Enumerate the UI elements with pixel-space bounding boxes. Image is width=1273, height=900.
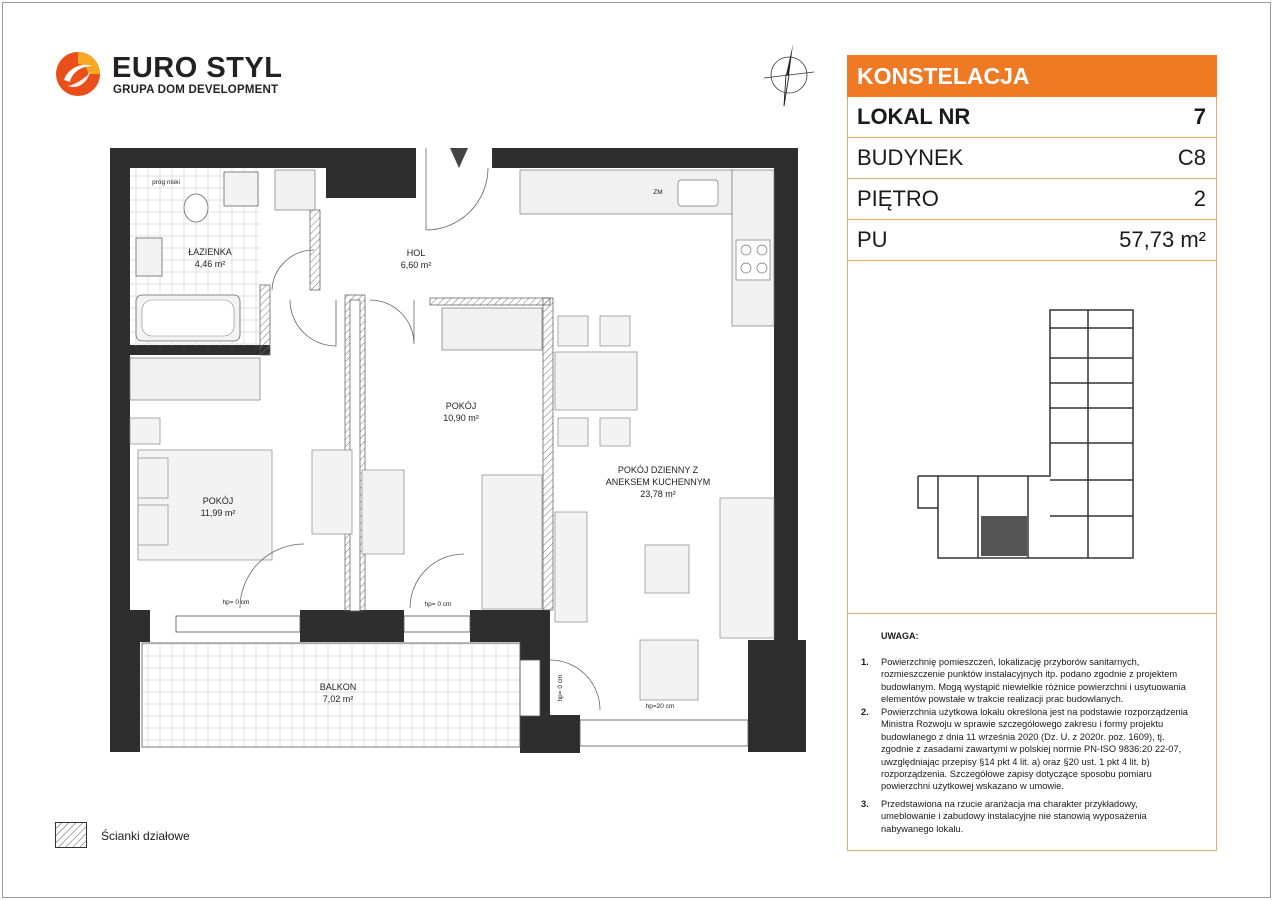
legend-hatch-swatch bbox=[55, 822, 87, 848]
floor-plan bbox=[100, 140, 820, 770]
room-name-balkon: BALKON bbox=[319, 682, 357, 692]
room-name-pokoj-1: POKÓJ bbox=[202, 496, 234, 506]
room-name-pokoj-2: POKÓJ bbox=[445, 401, 477, 411]
room-area-living: 23,78 m² bbox=[640, 489, 676, 499]
hp-label-2: hp= 0 cm bbox=[424, 601, 452, 608]
note-number: 1. bbox=[861, 657, 869, 667]
entrance-arrow-icon bbox=[450, 148, 468, 168]
room-name-living: POKÓJ DZIENNY Z bbox=[617, 465, 699, 475]
info-label: LOKAL NR bbox=[857, 104, 971, 129]
key-plan-box bbox=[847, 258, 1217, 614]
room-area-pokoj-1: 11,99 m² bbox=[200, 508, 236, 518]
brand-tagline: GRUPA DOM DEVELOPMENT bbox=[113, 84, 279, 96]
info-row-budynek bbox=[847, 138, 1217, 179]
notes-box bbox=[847, 614, 1217, 851]
note-text: Przedstawiona na rzucie aranżacja ma charakter przykładowy, umeblowanie i zabudowy instalacyjne nie stanowią wyposażenia nabywanego lokalu. bbox=[881, 799, 1147, 834]
room-area-pokoj-2: 10,90 m² bbox=[443, 413, 479, 423]
key-plan bbox=[848, 258, 1216, 613]
info-value: C8 bbox=[1177, 145, 1206, 170]
room-area-balkon: 7,02 m² bbox=[322, 694, 354, 704]
info-value: 2 bbox=[1193, 186, 1206, 211]
note-number: 2. bbox=[861, 707, 869, 717]
kitchen-counter bbox=[520, 170, 774, 326]
key-plan-highlight bbox=[981, 516, 1027, 556]
north-arrow-icon bbox=[756, 42, 822, 108]
room-name-hol: HOL bbox=[406, 248, 426, 258]
info-label: PU bbox=[857, 227, 888, 252]
info-label: PIĘTRO bbox=[857, 186, 939, 211]
hp-label-3: hp= 0 cm bbox=[557, 674, 564, 702]
note-text: Powierzchnię pomieszczeń, lokalizację przyborów sanitarnych, rozmieszczenie punktów instalacyjnych itp. podano zgodnie z projektem budowlanym. Mogą wystąpić niewielkie różnice powierzchni i usytuowania elementów powstałe w trakcie realizacji prac budowlanych. bbox=[881, 657, 1186, 705]
apartment-info-panel bbox=[847, 55, 1217, 261]
euro-styl-logo-icon bbox=[54, 50, 102, 98]
room-area-hol: 6,60 m² bbox=[400, 260, 432, 270]
hp-label-1: hp= 0 cm bbox=[222, 599, 250, 606]
toilet bbox=[184, 194, 208, 222]
zm-label: ZM bbox=[653, 189, 663, 196]
room-area-lazienka: 4,46 m² bbox=[194, 259, 226, 269]
washing-machine bbox=[224, 172, 258, 206]
info-row-lokal bbox=[847, 97, 1217, 138]
washbasin bbox=[136, 238, 162, 276]
info-row-pu bbox=[847, 220, 1217, 261]
note-text: Powierzchnia użytkowa lokalu określona jest na podstawie rozporządzenia Ministra Rozwoju w sprawie szczegółowego zakresu i formy projektu budowlanego z dnia 11 września 2020 (Dz. U. z 2020r. poz. 1609), tj. zgodnie z zasadami zawartymi w polskiej normie PN-ISO 9836:20 22-07, uwzględniając przepisy §14 pkt 4 lit. a) oraz §20 ust. 1 pkt 4 lit. b) rozporządzenia. Szczegółowe zapisy dotyczące sposobu pomiaru powierzchni użytkowej wskazano w umowie. bbox=[881, 707, 1188, 792]
info-value: 7 bbox=[1193, 104, 1206, 129]
note-2 bbox=[861, 706, 1191, 793]
brand-logo bbox=[54, 50, 284, 102]
note-number: 3. bbox=[861, 799, 869, 809]
investment-name: KONSTELACJA bbox=[847, 55, 1217, 97]
note-3 bbox=[861, 798, 1191, 835]
prog-niski-label: próg niski bbox=[152, 179, 180, 186]
note-1 bbox=[861, 656, 1191, 706]
info-label: BUDYNEK bbox=[857, 145, 964, 170]
notes-title: UWAGA: bbox=[881, 631, 919, 641]
hp-label-4: hp=20 cm bbox=[645, 703, 675, 710]
info-row-pietro bbox=[847, 179, 1217, 220]
legend-label: Ścianki działowe bbox=[101, 829, 190, 843]
brand-name: EURO STYL bbox=[112, 52, 283, 84]
room-name-living-2: ANEKSEM KUCHENNYM bbox=[605, 477, 711, 487]
room-name-lazienka: ŁAZIENKA bbox=[188, 247, 232, 257]
info-value: 57,73 m² bbox=[1119, 227, 1206, 252]
